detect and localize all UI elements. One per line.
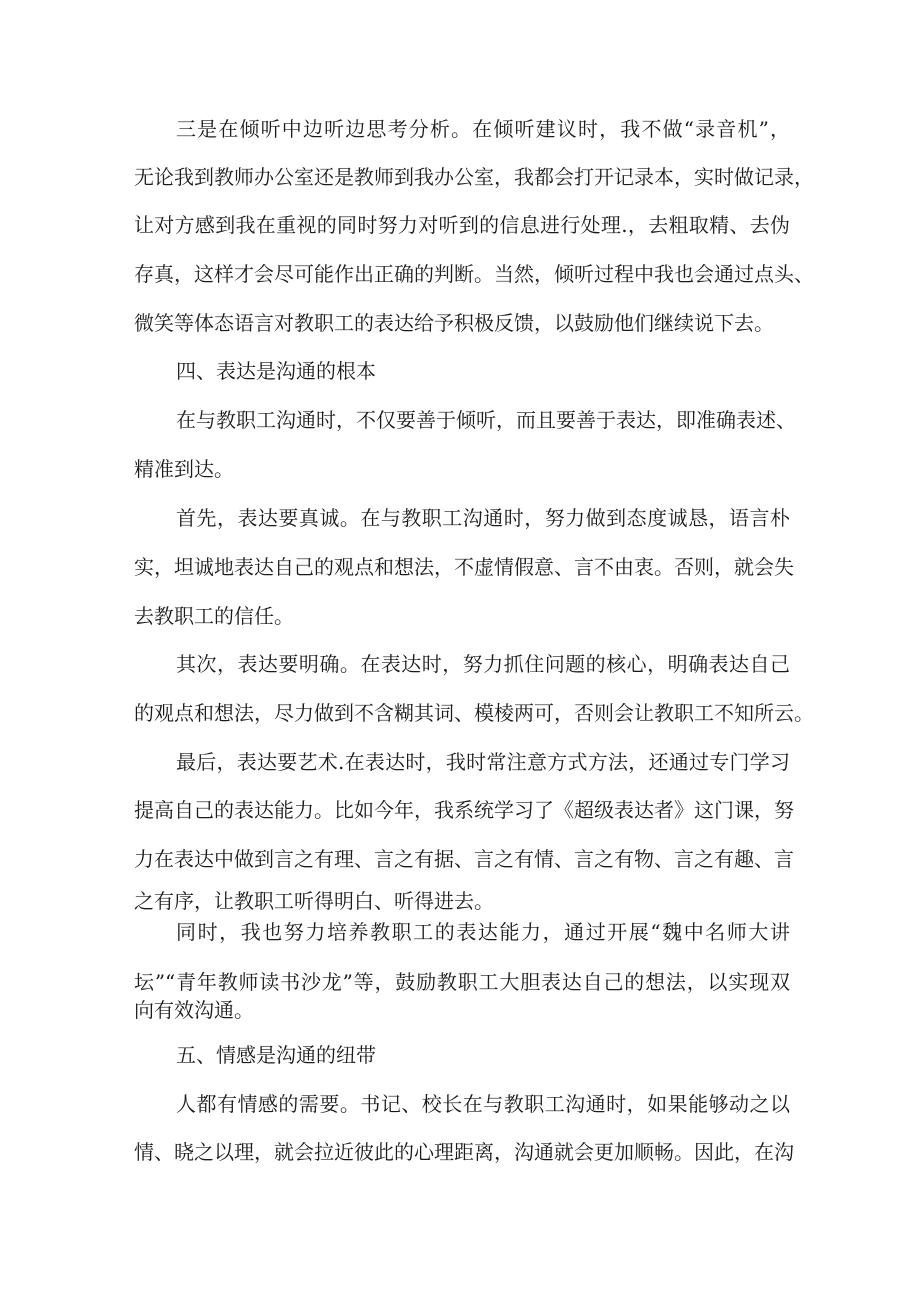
- text-line: 提高自己的表达能力。比如今年，我系统学习了《超级表达者》这门课，努: [134, 798, 794, 822]
- text-line: 存真，这样才会尽可能作出正确的判断。当然，倾听过程中我也会通过点头、: [134, 262, 814, 286]
- text-line: 其次，表达要明确。在表达时，努力抓住问题的核心，明确表达自己: [176, 652, 790, 676]
- text-line: 让对方感到我在重视的同时努力对听到的信息进行处理.，去粗取精、去伪: [134, 213, 790, 237]
- text-line: 首先，表达要真诚。在与教职工沟通时，努力做到态度诚恳，语言朴: [176, 506, 790, 530]
- text-line: 实，坦诚地表达自己的观点和想法，不虚情假意、言不由衷。否则，就会失: [134, 555, 794, 579]
- text-line: 无论我到教师办公室还是教师到我办公室，我都会打开记录本，实时做记录，: [134, 165, 814, 189]
- heading-expression: 四、表达是沟通的根本: [176, 359, 376, 383]
- text-line: 精准到达。: [134, 457, 234, 481]
- text-line: 向有效沟通。: [134, 998, 254, 1022]
- text-line: 最后，表达要艺术.在表达时，我时常注意方式方法，还通过专门学习: [176, 750, 790, 774]
- text-line: 微笑等体态语言对教职工的表达给予积极反馈，以鼓励他们继续说下去。: [134, 311, 774, 335]
- text-line: 之有序，让教职工听得明白、听得进去。: [134, 889, 494, 913]
- text-line: 人都有情感的需要。书记、校长在与教职工沟通时，如果能够动之以: [176, 1092, 790, 1116]
- heading-emotion: 五、情感是沟通的纽带: [176, 1043, 376, 1067]
- text-line: 坛”“青年教师读书沙龙”等，鼓励教职工大胆表达自己的想法，以实现双: [134, 970, 790, 994]
- text-line: 三是在倾听中边听边思考分析。在倾听建议时，我不做“录音机”，: [176, 117, 790, 141]
- text-line: 去教职工的信任。: [134, 604, 294, 628]
- text-line: 同时，我也努力培养教职工的表达能力，通过开展“魏中名师大讲: [176, 920, 790, 944]
- text-line: 的观点和想法，尽力做到不含糊其词、模棱两可，否则会让教职工不知所云。: [134, 701, 814, 725]
- text-line: 情、晓之以理，就会拉近彼此的心理距离，沟通就会更加顺畅。因此，在沟: [134, 1140, 794, 1164]
- text-line: 在与教职工沟通时，不仅要善于倾听，而且要善于表达，即准确表述、: [176, 408, 796, 432]
- text-line: 力在表达中做到言之有理、言之有据、言之有情、言之有物、言之有趣、言: [134, 847, 794, 871]
